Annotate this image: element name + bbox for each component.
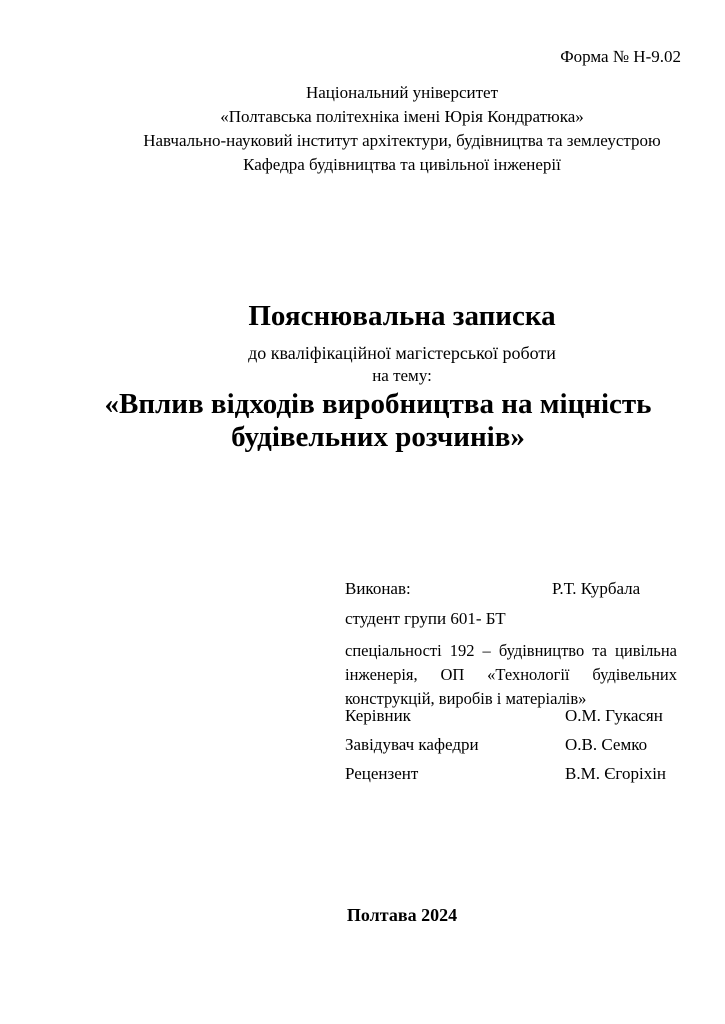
document-title: Пояснювальна записка xyxy=(248,300,556,332)
department-head-name: О.В. Семко xyxy=(565,735,648,754)
department-line: Кафедра будівництва та цивільної інженерії xyxy=(243,155,561,174)
department-head-row xyxy=(345,733,677,757)
specialty-line: конструкцій, виробів і матеріалів» xyxy=(345,689,587,708)
supervisor-label: Керівник xyxy=(345,706,411,725)
theme-intro-label: на тему: xyxy=(372,366,432,385)
form-number: Форма № Н-9.02 xyxy=(560,47,681,66)
university-title-line: «Полтавська політехніка імені Юрія Кондратюка» xyxy=(220,107,584,126)
university-name-line: Національний університет xyxy=(305,83,499,102)
executor-row xyxy=(345,577,677,601)
institute-line: Навчально-науковий інститут архітектури, будівництва та землеустрою xyxy=(143,131,661,150)
executor-label: Виконав: xyxy=(345,579,411,598)
reviewer-label: Рецензент xyxy=(345,764,419,783)
supervisor-row xyxy=(345,704,677,728)
reviewer-row xyxy=(345,762,677,786)
student-group-row xyxy=(345,607,677,631)
thesis-theme-title xyxy=(102,388,654,454)
student-group-line: студент групи 601- БТ xyxy=(345,609,506,628)
city-year-footer: Полтава 2024 xyxy=(346,905,458,925)
theme-line: будівельних розчинів» xyxy=(231,421,525,453)
specialty-line: інженерія, ОП «Технології будівельних xyxy=(345,665,677,684)
university-header xyxy=(126,81,678,177)
reviewer-name: В.М. Єгоріхін xyxy=(565,764,667,783)
supervisor-name: О.М. Гукасян xyxy=(565,706,663,725)
specialty-line: спеціальності 192 – будівництво та цивільна xyxy=(345,641,677,660)
department-head-label: Завідувач кафедри xyxy=(345,735,479,754)
specialty-paragraph xyxy=(345,639,677,711)
theme-line: «Вплив відходів виробництва на міцність xyxy=(104,388,652,420)
executor-name: Р.Т. Курбала xyxy=(552,579,641,598)
signature-block xyxy=(345,577,677,789)
document-type-subtitle: до кваліфікаційної магістерської роботи xyxy=(248,343,556,363)
